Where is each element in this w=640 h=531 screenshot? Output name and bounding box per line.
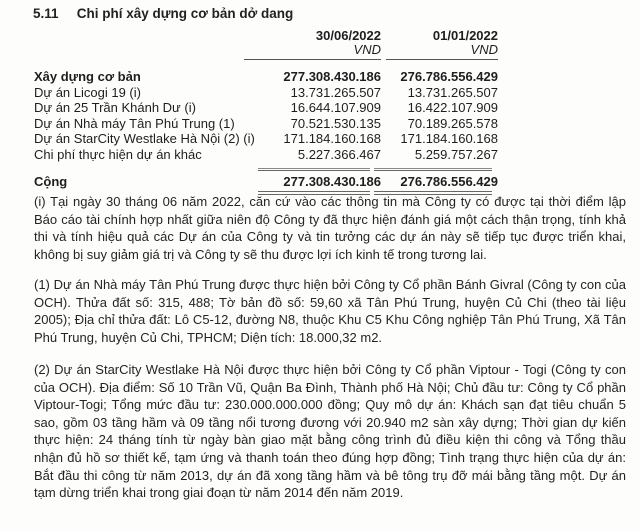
row-value-2022-01: 276.786.556.429: [400, 69, 498, 84]
row-value-2022-01: 5.259.757.267: [414, 146, 498, 162]
section-title: Chi phí xây dựng cơ bản dở dang: [76, 6, 294, 21]
column-date: 30/06/2022: [315, 28, 381, 43]
construction-in-progress-table: [34, 27, 630, 190]
divider: [258, 168, 370, 171]
row-value-2022-06: 13.731.265.507: [290, 84, 381, 100]
divider: [374, 168, 492, 171]
row-value-2022-06: 5.227.366.467: [297, 146, 381, 162]
table-row: [34, 131, 630, 147]
table-row: [34, 116, 630, 132]
row-value-2022-06: 277.308.430.186: [283, 69, 381, 84]
note-1: (1) Dự án Nhà máy Tân Phú Trung được thực hiện bởi Công ty Cổ phần Bánh Givral (Công ty con của OCH). Thửa đất số: 315, 488; Tờ bản đồ số: 59,60 xã Tân Phú Trung, huyện Củ Chi (theo tài liệu 2005); Địa chỉ thửa đất: Lô C5-12, đường N8, thuộc Khu C5 Khu Công nghiệp Tân Phú Trung, Xã Tân Phú Trung, huyện Củ Chi, TPHCM; Diện tích: 18.000,32 m2.: [34, 277, 626, 345]
column-header-30-06-2022: [244, 29, 381, 60]
table-row-group: [34, 69, 630, 85]
row-label: Dự án 25 Trần Khánh Dư (i): [34, 100, 196, 115]
table-row: [34, 147, 630, 163]
total-value-2022-06: 277.308.430.186: [283, 174, 381, 189]
total-value-2022-01: 276.786.556.429: [400, 174, 498, 189]
table-header: [34, 27, 630, 63]
column-date: 01/01/2022: [432, 28, 498, 43]
row-label: Dự án Nhà máy Tân Phú Trung (1): [34, 115, 235, 131]
section-header: [33, 6, 293, 21]
row-value-2022-06: 171.184.160.168: [283, 131, 381, 146]
row-label: Xây dựng cơ bản: [34, 69, 141, 84]
column-unit: VND: [353, 42, 381, 57]
table-row: [34, 85, 630, 101]
row-label: Dự án Licogi 19 (i): [34, 84, 141, 100]
table-row-total: [34, 174, 630, 190]
note-2: (2) Dự án StarCity Westlake Hà Nội được thực hiện bởi Công ty Cổ phần Viptour - Togi (Công ty con của OCH). Địa điểm: Số 10 Trần Vũ, Quận Ba Đình, Thành phố Hà Nội; Chủ đầu tư: Công ty Cổ phần Viptour-Togi; Tổng mức đầu tư: 230.000.000.000 đồng; Quy mô dự án: Khách sạn đạt tiêu chuẩn 5 sao, gồm 03 tầng hầm và 09 tầng nổi tương đương với 20.940 m2 sàn xây dựng; Thời gian dự kiến thực hiện: 24 tháng tính từ ngày bàn giao mặt bằng công trình đủ điều kiện thi công và Tổng thầu nhận đủ hồ sơ thiết kế, tạm ứng và thanh toán theo đúng hợp đồng; Tình trạng thực hiện của dự án: Bắt đầu thi công từ năm 2013, dự án đã xong tầng hầm và bê tông trụ đỡ mái bằng tầng một. Dự án tạm dừng triển khai trong giai đoạn từ năm 2014 đến năm 2019.: [34, 362, 626, 501]
section-number: 5.11: [33, 6, 59, 21]
row-value-2022-06: 16.644.107.909: [290, 100, 381, 115]
row-value-2022-01: 171.184.160.168: [400, 131, 498, 146]
row-label: Dự án StarCity Westlake Hà Nội (2) (i): [34, 131, 255, 146]
row-value-2022-01: 16.422.107.909: [407, 100, 498, 115]
row-value-2022-06: 70.521.530.135: [290, 115, 381, 131]
row-value-2022-01: 13.731.265.507: [407, 84, 498, 100]
note-i: (i) Tại ngày 30 tháng 06 năm 2022, căn cứ vào các thông tin mà Công ty có được tại thời điểm lập Báo cáo tài chính hợp nhất giữa niên độ Công ty đã thực hiện đánh giá một cách thận trọng, tính khả thi và tính hiệu quả các Dự án của Công ty và tin tưởng các dự án này sẽ tiếp tục được triển khai, không bị suy giảm giá trị và Công ty sẽ thu được lợi ích kinh tế trong tương lai.: [34, 194, 626, 262]
column-header-01-01-2022: [386, 29, 498, 60]
row-label: Chi phí thực hiện dự án khác: [34, 146, 202, 162]
column-unit: VND: [470, 42, 498, 57]
total-label: Cộng: [34, 174, 68, 189]
row-value-2022-01: 70.189.265.578: [407, 115, 498, 131]
table-row: [34, 100, 630, 116]
